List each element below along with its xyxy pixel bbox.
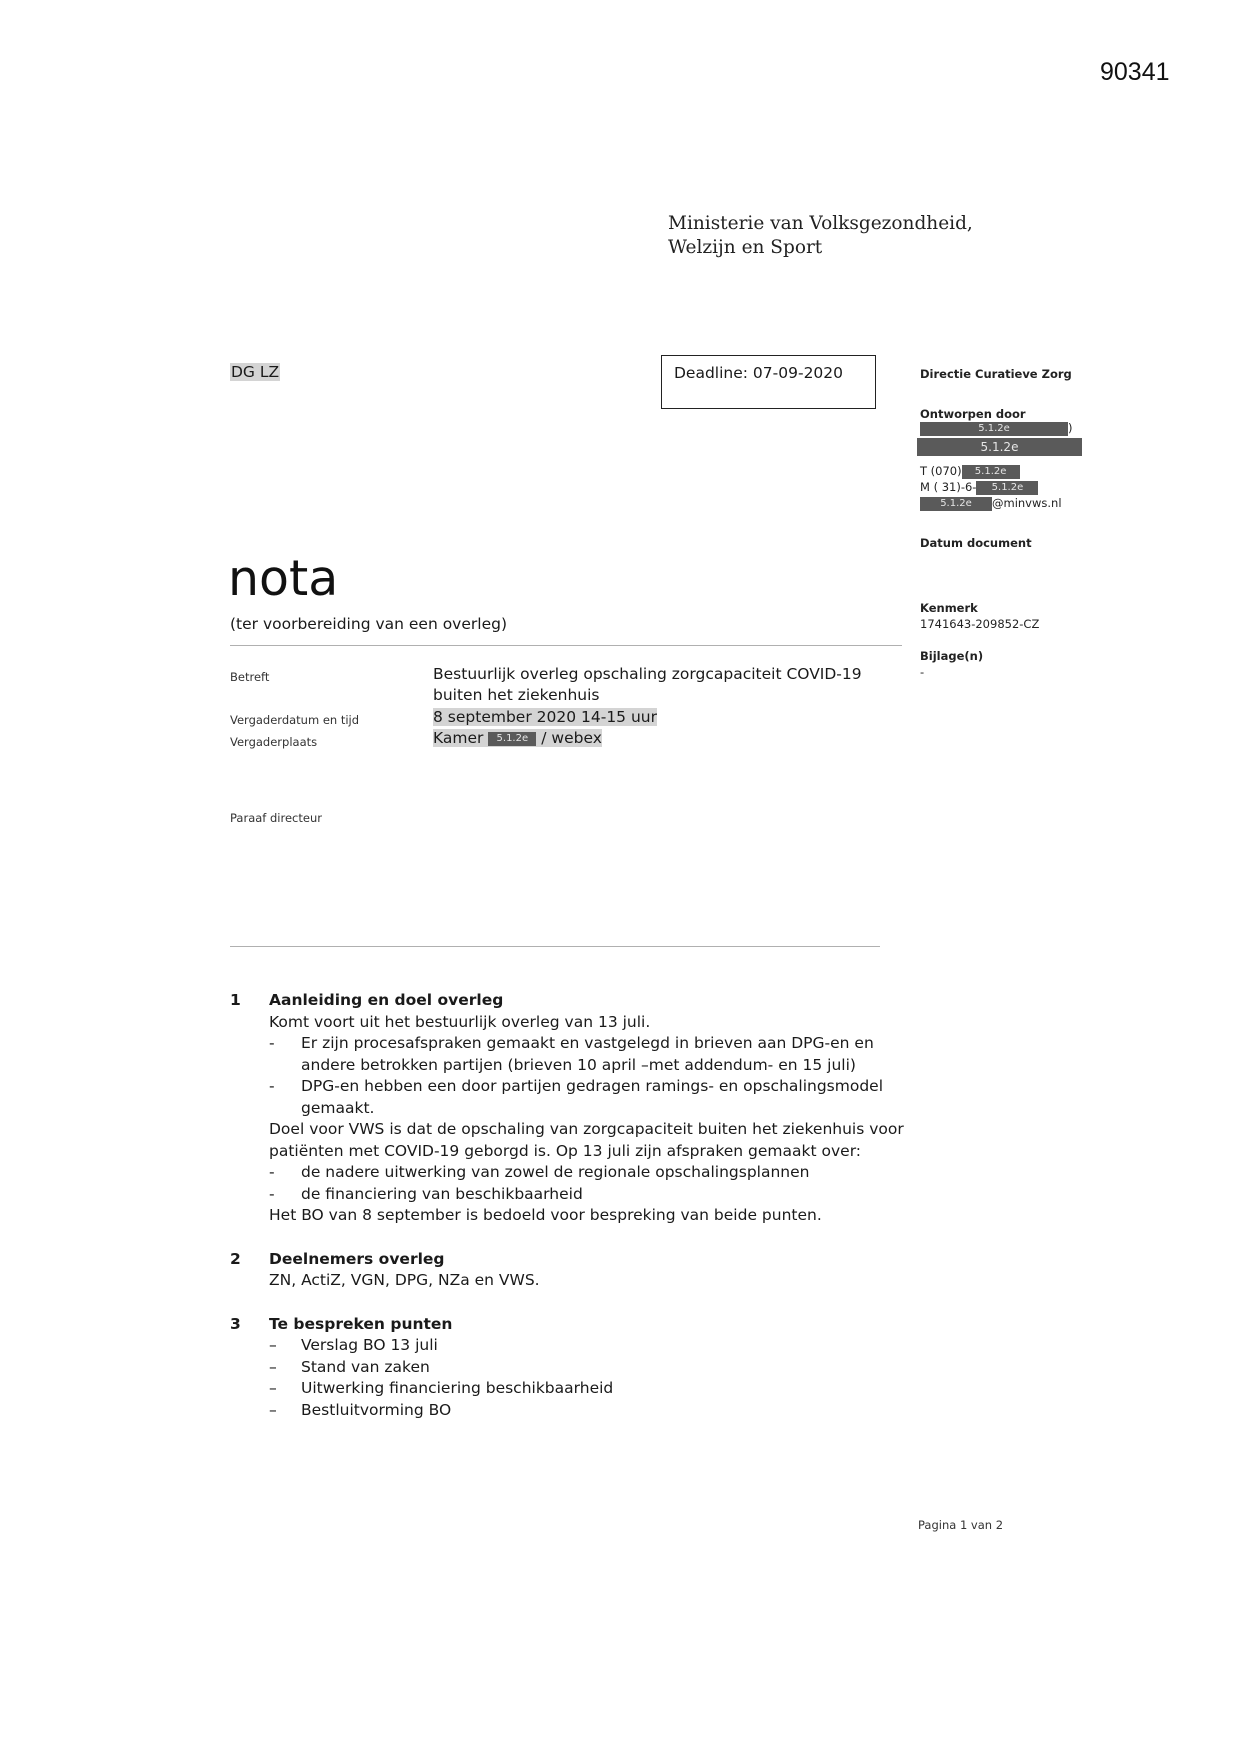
bullet-dash: - — [269, 1163, 275, 1181]
document-subtitle: (ter voorbereiding van een overleg) — [230, 615, 507, 633]
vergaderplaats-prefix: Kamer — [433, 729, 484, 747]
sidebar-kenmerk-value: 1741643-209852-CZ — [920, 617, 1040, 631]
bullet-dash: – — [269, 1357, 277, 1376]
section-title: Te bespreken punten — [269, 1314, 453, 1333]
list-item — [269, 1378, 910, 1400]
betreft-line-1: Bestuurlijk overleg opschaling zorgcapaciteit COVID-19 — [433, 665, 862, 683]
section-2 — [230, 1249, 910, 1292]
sidebar-phone — [920, 464, 1020, 479]
section-number: 2 — [230, 1249, 241, 1268]
list-item-text: Bestluitvorming BO — [301, 1400, 452, 1419]
paragraph: ZN, ActiZ, VGN, DPG, NZa en VWS. — [269, 1271, 540, 1289]
list-item-text: DPG-en hebben een door partijen gedragen ramings- en opschalingsmodel gemaakt. — [301, 1077, 883, 1117]
sidebar-datum-label: Datum document — [920, 536, 1032, 550]
vergaderdatum-value — [433, 707, 657, 728]
list-item-text: Stand van zaken — [301, 1357, 430, 1376]
list-item — [269, 1335, 910, 1357]
list-item-text: Verslag BO 13 juli — [301, 1336, 438, 1354]
sidebar-bijlage-value: - — [920, 665, 925, 679]
section-title: Deelnemers overleg — [269, 1249, 445, 1268]
document-number: 90341 — [1100, 58, 1170, 86]
list-item-text: de financiering van beschikbaarheid — [301, 1184, 583, 1203]
bullet-dash: – — [269, 1379, 277, 1397]
list-item — [269, 1033, 910, 1076]
sidebar-bijlage-label: Bijlage(n) — [920, 649, 984, 663]
vergaderplaats-suffix: / webex — [541, 729, 602, 747]
list-item — [269, 1400, 910, 1422]
vergaderplaats-value — [433, 728, 602, 749]
section-number: 1 — [230, 991, 241, 1009]
bullet-dash: – — [269, 1400, 277, 1419]
sidebar-directie: Directie Curatieve Zorg — [920, 367, 1072, 381]
sidebar-mobile — [920, 480, 1038, 495]
section-number: 3 — [230, 1314, 241, 1333]
paragraph: Komt voort uit het bestuurlijk overleg van 13 juli. — [269, 1012, 651, 1031]
section-3 — [230, 1314, 910, 1422]
list-item — [269, 1357, 910, 1379]
paraaf-label: Paraaf directeur — [230, 811, 322, 825]
betreft-label: Betreft — [230, 670, 270, 684]
betreft-value — [433, 664, 862, 706]
paragraph: Het BO van 8 september is bedoeld voor bespreking van beide punten. — [269, 1206, 822, 1224]
sidebar-email — [920, 496, 1062, 511]
sidebar-author-row-2 — [917, 438, 1082, 456]
redaction-block: 5.1.2e — [488, 732, 536, 746]
vergaderdatum-label: Vergaderdatum en tijd — [230, 713, 360, 727]
list-item-text: Uitwerking financiering beschikbaarheid — [301, 1379, 614, 1397]
paragraph: Doel voor VWS is dat de opschaling van zorgcapaciteit buiten het ziekenhuis voor patiënten met COVID-19 geborgd is. Op 13 juli zijn afspraken gemaakt over: — [269, 1120, 904, 1160]
ministry-line-1: Ministerie van Volksgezondheid, — [668, 213, 973, 234]
redaction-block: 5.1.2e — [920, 497, 992, 511]
email-suffix: @minvws.nl — [992, 496, 1062, 510]
bullet-dash: - — [269, 1034, 275, 1052]
redaction-block: 5.1.2e — [976, 481, 1038, 495]
list-item — [269, 1162, 910, 1184]
sidebar-ontworpen-label: Ontworpen door — [920, 407, 1026, 421]
phone-prefix: T (070) — [920, 464, 962, 478]
betreft-line-2: buiten het ziekenhuis — [433, 686, 600, 704]
vergaderdatum-text: 8 september 2020 14-15 uur — [433, 708, 657, 726]
list-item-text: Er zijn procesafspraken gemaakt en vastgelegd in brieven aan DPG-en en andere betrokken partijen (brieven 10 april –met addendum- en 15 juli) — [301, 1034, 874, 1074]
vergaderplaats-highlight — [433, 729, 602, 747]
ministry-logo-text — [668, 212, 973, 260]
close-paren: ) — [1068, 421, 1073, 435]
page-number: Pagina 1 van 2 — [918, 1518, 1004, 1532]
recipient: DG LZ — [231, 363, 280, 381]
document-title: nota — [228, 550, 339, 607]
list-item — [269, 1184, 910, 1206]
divider — [230, 645, 902, 646]
bullet-dash: – — [269, 1336, 277, 1354]
bullet-dash: - — [269, 1077, 275, 1095]
sidebar-author-row — [920, 421, 1073, 436]
document-body — [230, 990, 910, 1443]
list-item-text: de nadere uitwerking van zowel de regionale opschalingsplannen — [301, 1163, 810, 1181]
vergaderplaats-label: Vergaderplaats — [230, 735, 318, 749]
redaction-block: 5.1.2e — [917, 438, 1082, 456]
mobile-prefix: M ( 31)-6- — [920, 480, 977, 494]
ministry-line-2: Welzijn en Sport — [668, 237, 823, 258]
divider — [230, 946, 880, 947]
redaction-block: 5.1.2e — [920, 422, 1068, 436]
bullet-dash: - — [269, 1184, 275, 1203]
section-1 — [230, 990, 910, 1227]
section-title: Aanleiding en doel overleg — [269, 991, 504, 1009]
redaction-block: 5.1.2e — [962, 465, 1020, 479]
list-item — [269, 1076, 910, 1119]
deadline-box — [661, 355, 876, 409]
sidebar-kenmerk-label: Kenmerk — [920, 601, 978, 615]
deadline-text: Deadline: 07-09-2020 — [674, 364, 844, 382]
